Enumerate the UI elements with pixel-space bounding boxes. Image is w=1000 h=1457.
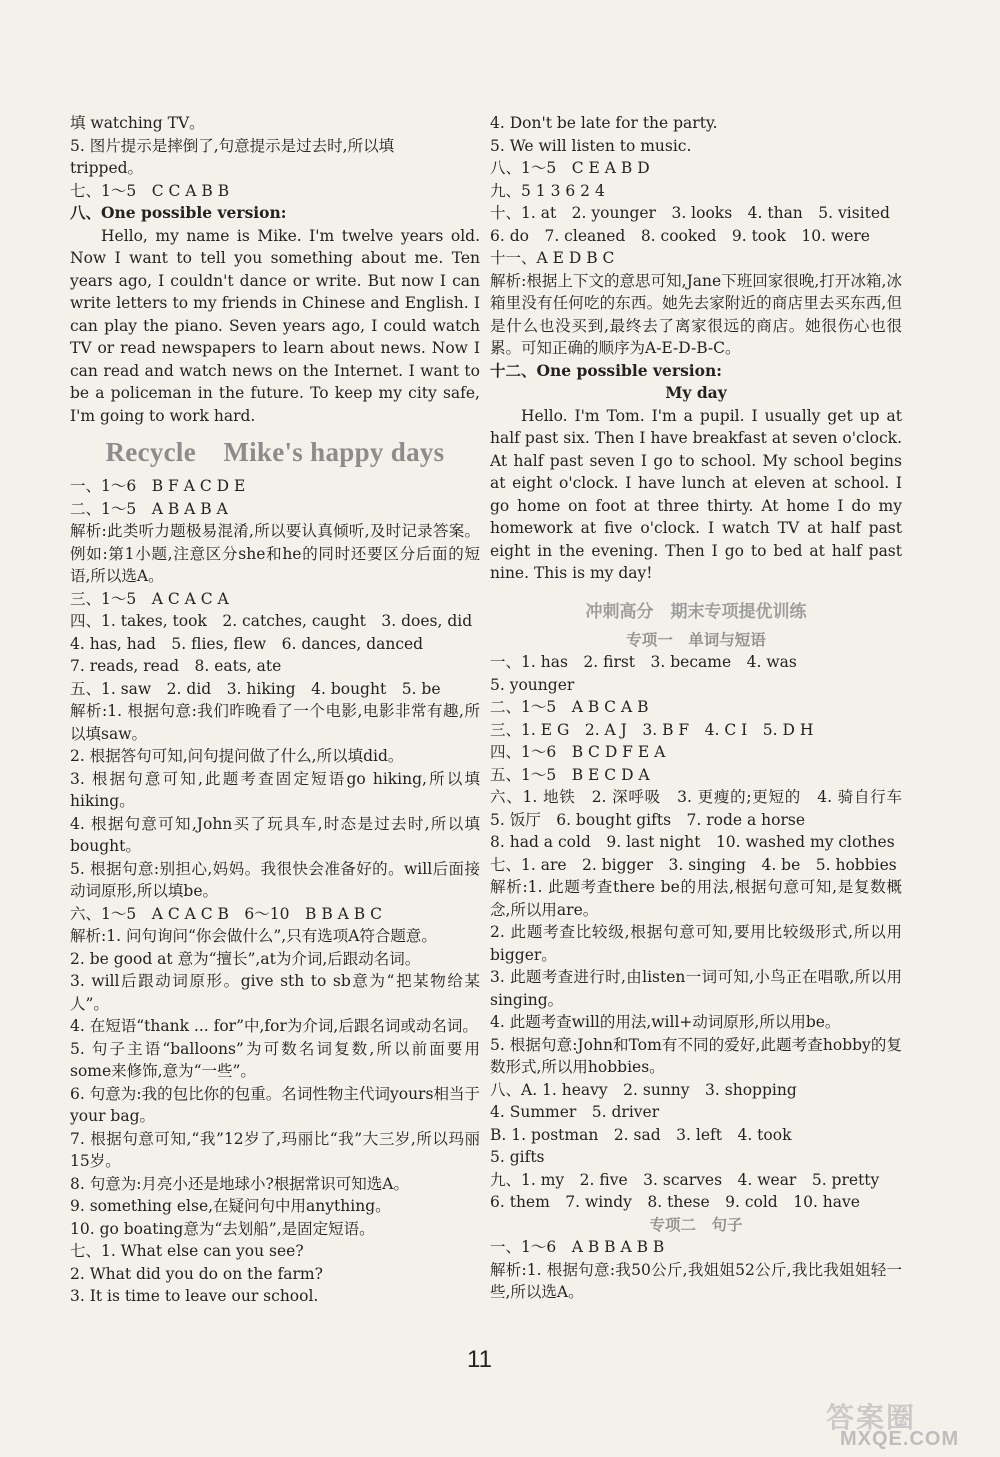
text-line: 十一、A E D B C: [490, 249, 615, 267]
text-line: 八、A. 1. heavy 2. sunny 3. shopping: [490, 1080, 797, 1099]
topic2-title: 专项二 句子: [649, 1215, 743, 1234]
text-line: 六、1. 地铁 2. 深呼吸 3. 更瘦的;更短的 4. 骑自行车 5. 饭厅 6. bought gifts 7. rode a horse: [490, 788, 918, 829]
text-line: 3. 此题考查进行时,由listen一词可知,小鸟正在唱歌,所以用singing。: [490, 968, 902, 1009]
essay-heading: 十二、One possible version:: [490, 360, 723, 380]
text-line: 二、1～5 A B A B A: [70, 499, 228, 518]
text-line: 解析:1. 问句询问“你会做什么”,只有选项A符合题意。: [70, 927, 437, 945]
text-line: 6. 句意为:我的包比你的包重。名词性物主代词yours相当于your bag。: [70, 1084, 480, 1125]
text-line: 4. 此题考查will的用法,will+动词原形,所以用be。: [490, 1013, 841, 1031]
right-column: [490, 112, 918, 1304]
text-line: 解析:1. 根据句意:我50公斤,我姐姐52公斤,我比我姐姐轻一些,所以选A。: [490, 1260, 902, 1301]
text-line: 六、1～5 A C A C B 6～10 B B A B C: [70, 904, 382, 923]
text-line: 八、1～5 C E A B D: [490, 159, 650, 177]
essay-text: Hello, my name is Mike. I'm twelve years old. Now I want to tell you something about me. Ten years ago, I couldn't dance or write. But now I can write letters to my friends in Chinese and English. I can play the piano. Seven years ago, I could watch TV or read newspapers to learn about news. Now I can read and watch news on the Internet. I want to be a policeman in the future. To keep my city safe, I'm going to work hard.: [70, 226, 480, 425]
right-top-lines: [490, 112, 902, 360]
page-number: 11: [467, 1346, 492, 1373]
text-line: 一、1. has 2. first 3. became 4. was: [490, 653, 797, 671]
text-line: 10. go boating意为“去划船”,是固定短语。: [70, 1219, 375, 1238]
text-line: 7. 根据句意可知,“我”12岁了,玛丽比“我”大三岁,所以玛丽15岁。: [70, 1129, 480, 1170]
text-line: 5. gifts: [490, 1148, 545, 1166]
text-line: 5. 根据句意:John和Tom有不同的爱好,此题考查hobby的复数形式,所以用hobbies。: [490, 1035, 902, 1076]
topic1-title: 专项一 单词与短语: [626, 630, 766, 649]
text-line: 5. 句子主语“balloons”为可数名词复数,所以前面要用some来修饰,意为“一些”。: [70, 1039, 480, 1080]
essay-heading: 八、One possible version:: [70, 203, 287, 222]
text-line: 2. be good at 意为“擅长”,at为介词,后跟动名词。: [70, 949, 421, 968]
unit-answer-lines: [70, 475, 480, 1308]
text-line: 4. 在短语“thank ... for”中,for为介词,后跟名词或动名词。: [70, 1017, 478, 1035]
text-line: 五、1～5 B E C D A: [490, 765, 650, 784]
watermark-url: MXQE.COM: [840, 1428, 960, 1450]
text-line: 7. reads, read 8. eats, ate: [70, 657, 282, 675]
text-line: 8. 句意为:月亮小还是地球小?根据常识可知选A。: [70, 1174, 409, 1193]
topic2-lines: [490, 1236, 902, 1304]
unit-title: Recycle Mike's happy days: [105, 437, 445, 467]
text-line: 一、1～6 B F A C D E: [70, 477, 246, 495]
text-line: 5. 根据句意:别担心,妈妈。我很快会准备好的。will后面接动词原形,所以填be。: [70, 859, 480, 900]
essay-title: My day: [665, 383, 727, 402]
text-line: 五、1. saw 2. did 3. hiking 4. bought 5. be: [70, 679, 441, 698]
text-line: 二、1～5 A B C A B: [490, 698, 649, 716]
text-line: 七、1. are 2. bigger 3. singing 4. be 5. hobbies: [490, 855, 897, 874]
text-line: 5. 图片提示是摔倒了,句意提示是过去时,所以填: [70, 136, 395, 155]
text-line: 十、1. at 2. younger 3. looks 4. than 5. visited: [490, 204, 890, 222]
left-column: [70, 112, 480, 1308]
watermark: [820, 1396, 970, 1452]
text-line: B. 1. postman 2. sad 3. left 4. took: [490, 1125, 792, 1144]
text-line: 解析:1. 根据句意:我们昨晚看了一个电影,电影非常有趣,所以填saw。: [70, 702, 480, 743]
topic1-lines: [490, 651, 918, 1214]
text-line: 3. It is time to leave our school.: [70, 1287, 319, 1305]
text-line: 5. We will listen to music.: [490, 136, 692, 155]
text-line: 3. 根据句意可知,此题考查固定短语go hiking,所以填hiking。: [70, 769, 480, 810]
text-line: 4. 根据句意可知,John买了玩具车,时态是过去时,所以填bought。: [70, 814, 480, 855]
text-line: 4. Don't be late for the party.: [490, 114, 718, 132]
text-line: 九、5 1 3 6 2 4: [490, 181, 605, 200]
left-top-lines: [70, 112, 480, 202]
text-line: 三、1～5 A C A C A: [70, 589, 229, 608]
text-line: 填 watching TV。: [70, 114, 205, 132]
text-line: 七、1～5 C C A B B: [70, 181, 230, 200]
text-line: 九、1. my 2. five 3. scarves 4. wear 5. pretty: [490, 1170, 880, 1189]
text-line: 解析:此类听力题极易混淆,所以要认真倾听,及时记录答案。例如:第1小题,注意区分she和he的同时还要区分后面的短语,所以选A。: [70, 522, 480, 585]
essay-text: Hello. I'm Tom. I'm a pupil. I usually get up at half past six. Then I have breakfast at seven o'clock. At half past seven I go to school. My school begins at eight o'clock. I have lunch at eleven at school. I go home on foot at three thirty. At home I do my homework at five o'clock. I watch TV at half past eight in the evening. Then I go to bed at half past nine. This is my day!: [490, 406, 902, 582]
text-line: 四、1. takes, took 2. catches, caught 3. does, did: [70, 612, 473, 630]
text-line: 5. younger: [490, 675, 575, 694]
text-line: 2. What did you do on the farm?: [70, 1264, 323, 1283]
watermark-logo: 答案圈: [826, 1401, 917, 1434]
text-line: 8. had a cold 9. last night 10. washed my clothes: [490, 833, 895, 851]
text-line: 6. them 7. windy 8. these 9. cold 10. have: [490, 1193, 860, 1211]
text-line: 一、1～6 A B B A B B: [490, 1238, 665, 1256]
text-line: 四、1～6 B C D F E A: [490, 743, 666, 761]
text-line: 4. has, had 5. flies, flew 6. dances, danced: [70, 634, 424, 653]
text-line: tripped。: [70, 159, 144, 177]
section-title: 冲刺高分 期末专项提优训练: [585, 601, 807, 622]
text-line: 2. 根据答句可知,问句提问做了什么,所以填did。: [70, 747, 404, 765]
text-line: 七、1. What else can you see?: [70, 1242, 304, 1260]
text-line: 解析:1. 此题考查there be的用法,根据句意可知,是复数概念,所以用are。: [490, 878, 902, 919]
text-line: 2. 此题考查比较级,根据句意可知,要用比较级形式,所以用bigger。: [490, 923, 902, 964]
text-line: 3. will后跟动词原形。give sth to sb意为“把某物给某人”。: [70, 972, 480, 1013]
text-line: 4. Summer 5. driver: [490, 1103, 660, 1121]
text-line: 9. something else,在疑问句中用anything。: [70, 1197, 391, 1215]
text-line: 解析:根据上下文的意思可知,Jane下班回家很晚,打开冰箱,冰箱里没有任何吃的东西。她先去家附近的商店里去买东西,但是什么也没买到,最终去了离家很远的商店。她很伤心也很累。可知正确的顺序为A-E-D-B-C。: [490, 271, 902, 357]
text-line: 6. do 7. cleaned 8. cooked 9. took 10. were: [490, 226, 870, 245]
text-line: 三、1. E G 2. A J 3. B F 4. C I 5. D H: [490, 720, 814, 739]
